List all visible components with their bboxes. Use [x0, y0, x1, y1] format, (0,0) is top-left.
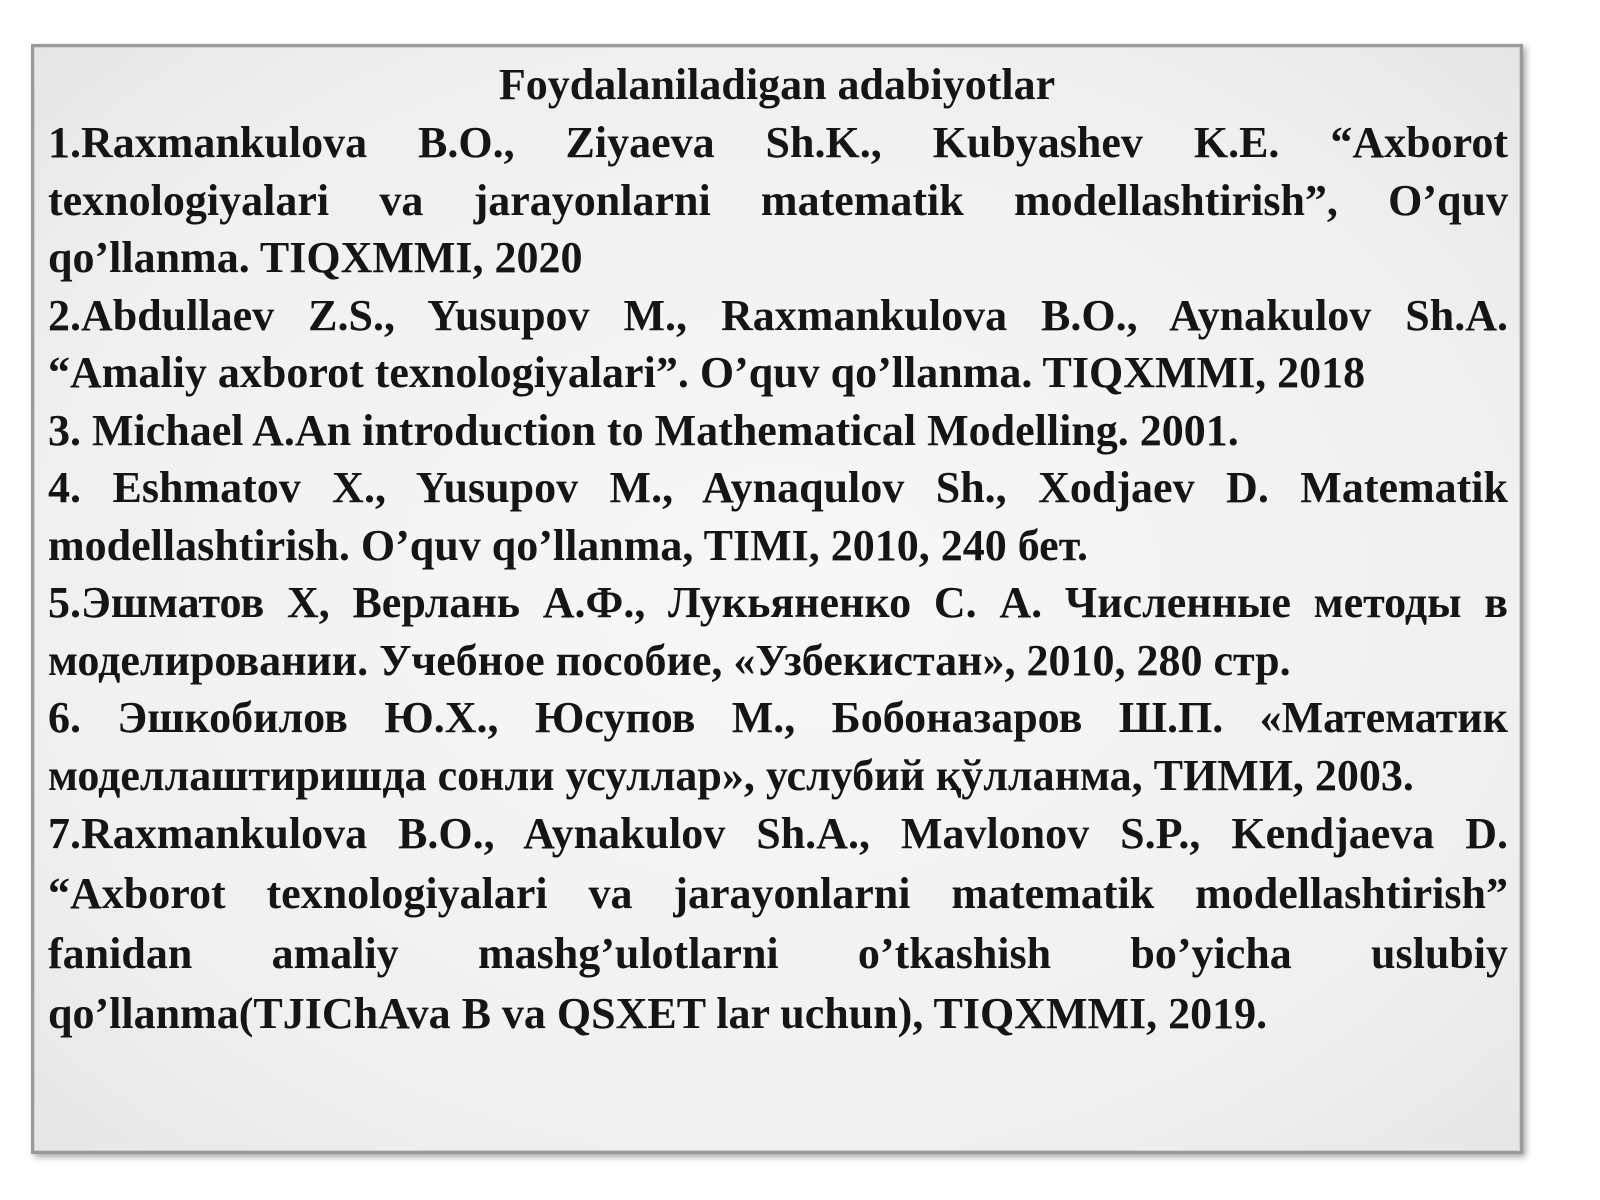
slide-title: Foydalaniladigan adabiyotlar — [498, 60, 1056, 109]
reference-item-2: 2.Abdullaev Z.S., Yusupov M., Raxmankulova B.O., Aynakulov Sh.A. “Amaliy axborot texnologiyalari”. O’quv qo’llanma. TIQXMMI, 2018 — [48, 290, 1508, 397]
slide-frame — [31, 44, 1523, 1154]
reference-item-1: 1.Raxmankulova B.O., Ziyaeva Sh.K., Kubyashev K.E. “Axborot texnologiyalari va jarayonlarni matematik modellashtirish”, O’quv qo’llanma. TIQXMMI, 2020 — [48, 118, 1508, 282]
reference-item-3: 3. Michael A.An introduction to Mathematical Modelling. 2001. — [48, 405, 1239, 455]
reference-item-7: 7.Raxmankulova B.O., Aynakulov Sh.A., Mavlonov S.P., Kendjaeva D. “Axborot texnologiyalari va jarayonlarni matematik modellashtirish” fanidan amaliy mashg’ulotlarni o’tkashish bo’yicha uslubiy qo’llanma(TJIChAva B va QSXET lar uchun), TIQXMMI, 2019. — [48, 809, 1508, 1038]
reference-list — [48, 114, 1508, 1044]
reference-item-5: 5.Эшматов Х, Верлань А.Ф., Лукьяненко С. А. Численные методы в моделировании. Учебное пособие, «Узбекистан», 2010, 280 стр. — [48, 578, 1508, 685]
reference-item-4: 4. Eshmatov X., Yusupov M., Aynaqulov Sh., Xodjaev D. Matematik modellashtirish. O’quv qo’llanma, TIMI, 2010, 240 бет. — [48, 463, 1508, 570]
reference-item-6: 6. Эшкобилов Ю.Х., Юсупов М., Бобоназаров Ш.П. «Математик моделлаштиришда сонли усуллар», услубий қўлланма, ТИМИ, 2003. — [48, 693, 1508, 800]
